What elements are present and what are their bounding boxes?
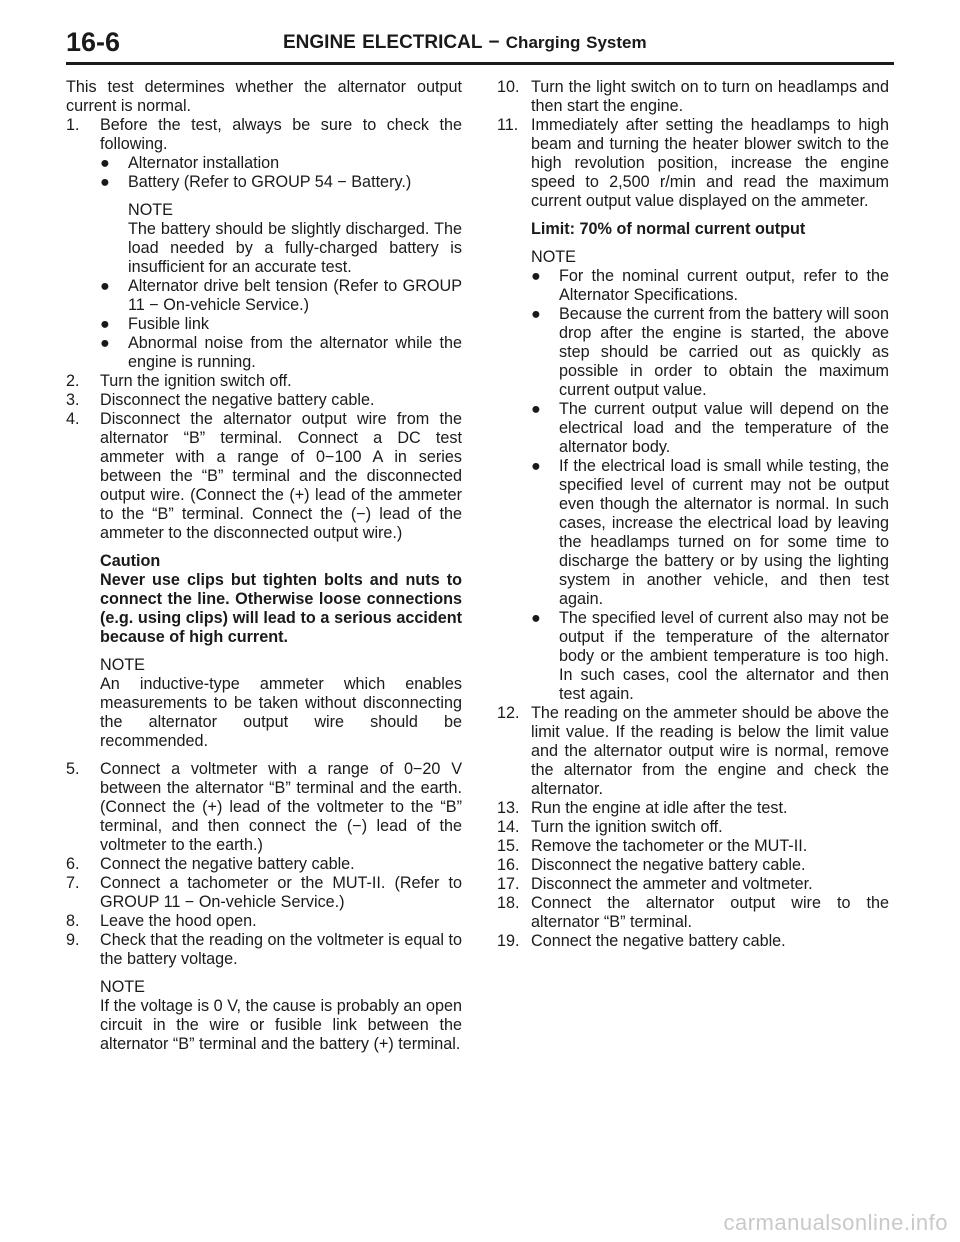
bullet-text: Abnormal noise from the alternator while the engine is running. [128,334,462,371]
caution-text: Never use clips but tighten bolts and nuts to connect the line. Otherwise loose connections (e.g. using clips) will lead to a serious accident because of high current. [100,571,462,646]
step-text: Turn the light switch on to turn on headlamps and then start the engine. [531,78,889,115]
bullet-icon: ● [531,400,541,418]
bullet-text: Fusible link [128,315,209,333]
step-number: 14. [497,818,520,836]
bullet-icon: ● [100,154,110,172]
left-column [66,78,462,1054]
step-8 [66,912,462,931]
caution-label: Caution [100,552,161,570]
bullet-text: The current output value will depend on the electrical load and the temperature of the alternator body. [559,400,889,456]
page-title [283,32,647,54]
step-number: 8. [66,912,80,930]
title-dash: − [488,32,500,53]
step-text: Connect a tachometer or the MUT-II. (Refer to GROUP 11 − On-vehicle Service.) [100,874,462,911]
step-7 [66,874,462,912]
bullet-text: Because the current from the battery will soon drop after the engine is started, the above step should be carried out as quickly as possible in order to obtain the maximum current output value. [559,305,889,399]
step-10 [497,78,889,116]
step-number: 11. [497,116,519,134]
step-text: Disconnect the ammeter and voltmeter. [531,875,813,893]
step-16 [497,856,889,875]
step-6 [66,855,462,874]
note-label: NOTE [128,201,173,219]
step-number: 3. [66,391,80,409]
list-item [66,334,462,372]
step-18 [497,894,889,932]
note-text: If the voltage is 0 V, the cause is probably an open circuit in the wire or fusible link between the alternator “B” terminal and the battery (+) terminal. [100,997,462,1053]
step-number: 18. [497,894,520,912]
step-text: Turn the ignition switch off. [100,372,292,390]
bullet-icon: ● [531,305,541,323]
step-text: The reading on the ammeter should be above the limit value. If the reading is below the limit value and the alternator output wire is normal, remove the alternator from the engine and check the alternator. [531,704,889,798]
step-text: Leave the hood open. [100,912,257,930]
section-subtitle: Charging System [505,33,647,52]
list-item [497,609,889,704]
bullet-icon: ● [100,334,110,352]
step-number: 15. [497,837,520,855]
step-19 [497,932,889,951]
note-label: NOTE [531,248,576,266]
list-item [66,277,462,315]
list-item [66,154,462,173]
step-4 [66,410,462,543]
intro-paragraph: This test determines whether the alternator output current is normal. [66,78,462,115]
bullet-icon: ● [531,609,541,627]
step-text: Run the engine at idle after the test. [531,799,788,817]
step-number: 6. [66,855,80,873]
header-rule [66,62,894,65]
step-5 [66,760,462,855]
bullet-text: Battery (Refer to GROUP 54 − Battery.) [128,173,412,191]
step-text: Immediately after setting the headlamps to high beam and turning the heater blower switch to the high revolution position, increase the engine speed to 2,500 r/min and read the maximum current output value displayed on the ammeter. [531,116,889,210]
bullet-text: The specified level of current also may not be output if the temperature of the alternator body or the ambient temperature is too high. In such cases, cool the alternator and then test again. [559,609,889,703]
step-text: Connect a voltmeter with a range of 0−20 V between the alternator “B” terminal and the earth. (Connect the (+) lead of the voltmeter to the “B” terminal, and then connect the (−) lead of the voltmeter to the earth.) [100,760,462,854]
step-text: Disconnect the negative battery cable. [531,856,806,874]
bullet-icon: ● [100,315,110,333]
bullet-text: For the nominal current output, refer to the Alternator Specifications. [559,267,889,304]
step-14 [497,818,889,837]
step-number: 5. [66,760,80,778]
step-text: Turn the ignition switch off. [531,818,723,836]
step-number: 7. [66,874,80,892]
limit-spec: Limit: 70% of normal current output [531,220,806,238]
step-text: Check that the reading on the voltmeter is equal to the battery voltage. [100,931,462,968]
step-9 [66,931,462,969]
step-number: 1. [66,116,80,134]
bullet-text: Alternator drive belt tension (Refer to GROUP 11 − On-vehicle Service.) [128,277,462,314]
step-number: 2. [66,372,80,390]
section-title: ENGINE ELECTRICAL [283,32,483,53]
step-text: Before the test, always be sure to check the following. [100,116,462,153]
step-text: Disconnect the alternator output wire from the alternator “B” terminal. Connect a DC test ammeter with a range of 0−100 A in series between the “B” terminal and the disconnected output wire. (Connect the (+) lead of the ammeter to the “B” terminal. Connect the (−) lead of the ammeter to the disconnected output wire.) [100,410,462,542]
step-13 [497,799,889,818]
watermark: carmanualsonline.info [723,1210,948,1235]
step-number: 4. [66,410,80,428]
step-number: 9. [66,931,80,949]
bullet-icon: ● [100,277,110,295]
step-15 [497,837,889,856]
step-number: 19. [497,932,520,950]
step-text: Connect the negative battery cable. [531,932,786,950]
step-12 [497,704,889,799]
bullet-icon: ● [100,173,110,191]
list-item [66,315,462,334]
page-number: 16-6 [66,27,121,57]
step-1 [66,116,462,154]
list-item [497,305,889,400]
step-3 [66,391,462,410]
list-item [497,267,889,305]
bullet-icon: ● [531,457,541,475]
step-11 [497,116,889,211]
right-column [497,78,889,951]
step-text: Remove the tachometer or the MUT-II. [531,837,808,855]
bullet-icon: ● [531,267,541,285]
note-label: NOTE [100,656,145,674]
step-2 [66,372,462,391]
step-17 [497,875,889,894]
step-text: Connect the alternator output wire to the alternator “B” terminal. [531,894,889,931]
note-label: NOTE [100,978,145,996]
step-number: 10. [497,78,520,96]
list-item [497,400,889,457]
step-number: 12. [497,704,520,722]
step-text: Connect the negative battery cable. [100,855,355,873]
step-number: 13. [497,799,520,817]
note-text: An inductive-type ammeter which enables measurements to be taken without disconnecting the alternator output wire should be recommended. [100,675,462,750]
step-number: 17. [497,875,520,893]
list-item [66,173,462,192]
bullet-text: If the electrical load is small while testing, the specified level of current may not be output even though the alternator is normal. In such cases, increase the electrical load by leaving the headlamps turned on for some time to discharge the battery or by using the lighting system in another vehicle, and then test again. [559,457,889,608]
list-item [497,457,889,609]
note-text: The battery should be slightly discharged. The load needed by a fully-charged battery is insufficient for an accurate test. [128,220,462,276]
bullet-text: Alternator installation [128,154,280,172]
step-text: Disconnect the negative battery cable. [100,391,375,409]
step-number: 16. [497,856,520,874]
